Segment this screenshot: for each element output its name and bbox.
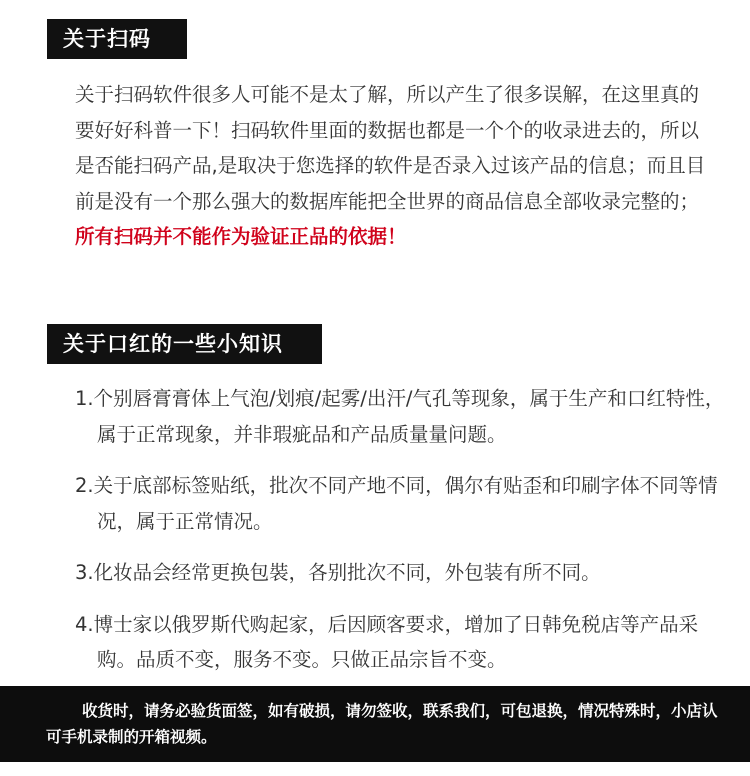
scan-paragraph bbox=[75, 77, 715, 255]
list-item: 3.化妆品会经常更换包裝，各别批次不同，外包装有所不同。 bbox=[75, 561, 601, 584]
section-title-scan: 关于扫码 bbox=[47, 19, 187, 59]
section-title-lipstick-tips: 关于口红的一些小知识 bbox=[47, 324, 322, 364]
list-item: 2.关于底部标签贴纸，批次不同产地不同，偶尔有贴歪和印刷字体不同等情况，属于正常情况。 bbox=[75, 474, 718, 533]
delivery-notice-banner bbox=[0, 686, 750, 762]
delivery-notice-text: 收货时，请务必验货面签，如有破损，请勿签收，联系我们，可包退换，情况特殊时，小店认可手机录制的开箱视频。 bbox=[46, 702, 718, 746]
list-item: 1.个别唇膏膏体上气泡/划痕/起雾/出汗/气孔等现象，属于生产和口红特性，属于正常现象，并非瑕疵品和产品质量量问题。 bbox=[75, 387, 725, 446]
lipstick-tips-list bbox=[75, 381, 725, 694]
scan-warning-text: 所有扫码并不能作为验证正品的依据！ bbox=[75, 225, 407, 248]
scan-paragraph-text: 关于扫码软件很多人可能不是太了解，所以产生了很多误解，在这里真的要好好科普一下！扫码软件里面的数据也都是一个个的收录进去的，所以是否能扫码产品,是取决于您选择的软件是否录入过该产品的信息；而且目前是没有一个那么强大的数据库能把全世界的商品信息全部收录完整的； bbox=[75, 83, 706, 213]
list-item: 4.博士家以俄罗斯代购起家，后因顾客要求，增加了日韩免税店等产品采购。品质不变，服务不变。只做正品宗旨不变。 bbox=[75, 612, 699, 671]
